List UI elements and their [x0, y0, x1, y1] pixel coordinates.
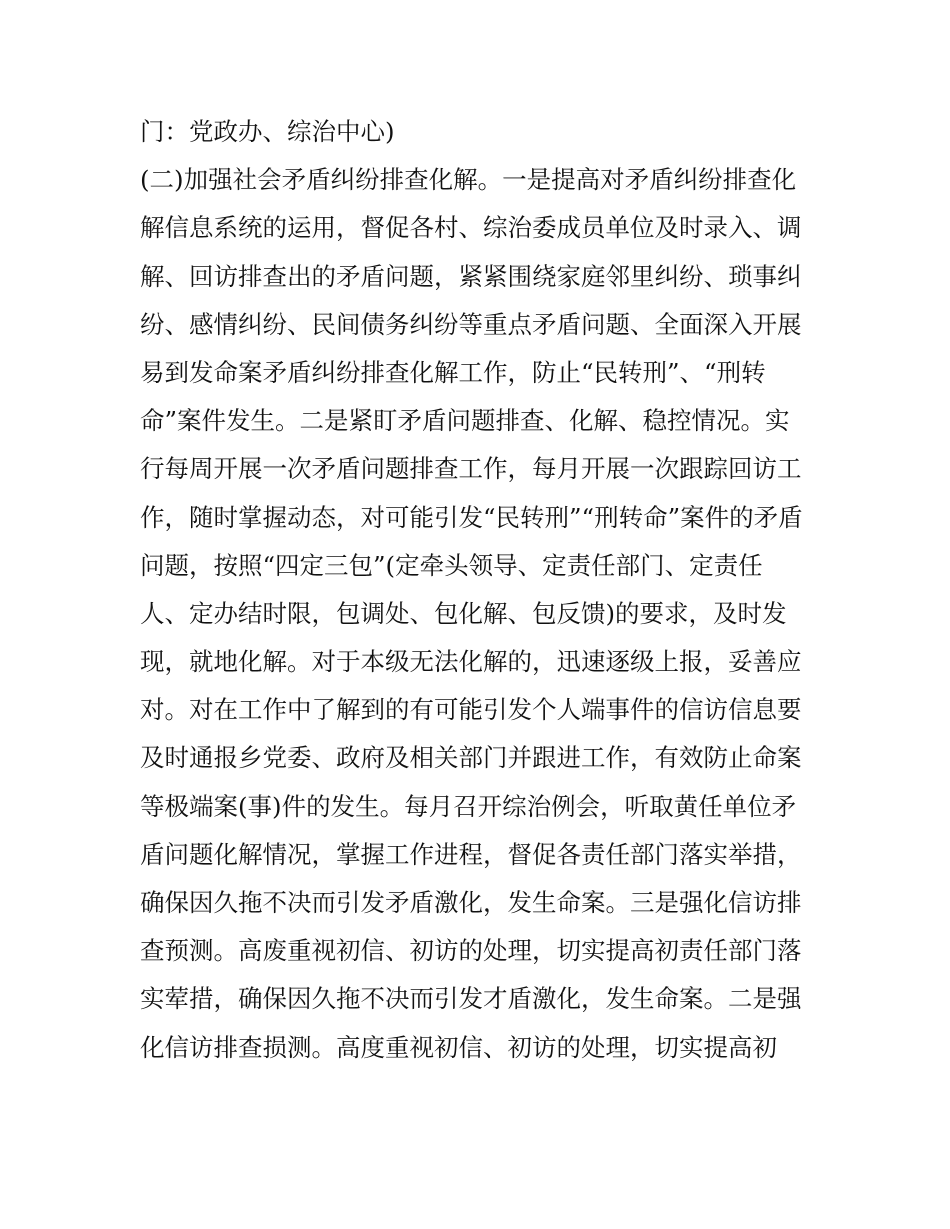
text-line: 解、回访排查出的矛盾问题，紧紧围绕家庭邻里纠纷、琐事纠 [140, 261, 802, 291]
text-line: 查预测。高废重视初信、初访的处理，切实提高初责任部门落 [140, 936, 802, 966]
text-line: 人、定办结时限，包调处、包化解、包反馈)的要求，及时发 [140, 598, 787, 628]
text-line: 及时通报乡党委、政府及相关部门并跟进工作，有效防止命案 [140, 743, 802, 773]
text-line: 对。对在工作中了解到的有可能引发个人端事件的信访信息要 [140, 695, 802, 725]
body-text [140, 108, 820, 1072]
text-line: 现，就地化解。对于本级无法化解的，迅速逐级上报，妥善应 [140, 647, 802, 677]
text-line: 问题，按照“四定三包”(定牵头领导、定责任部门、定责任 [140, 550, 763, 580]
text-line: 解信息系统的运用，督促各村、综治委成员单位及时录入、调 [140, 213, 802, 243]
text-line: 确保因久拖不决而引发矛盾激化，发生命案。三是强化信访排 [140, 888, 802, 917]
text-line: 等极端案(事)件的发生。每月召开综治例会，听取黄任单位矛 [140, 791, 797, 821]
text-line: 行每周开展一次矛盾问题排查工作，每月开展一次跟踪回访工 [140, 454, 802, 484]
text-line: 化信访排查损测。高度重视初信、初访的处理，切实提高初 [140, 1032, 777, 1062]
text-line: 易到发命案矛盾纠纷排查化解工作，防止“民转刑”、“刑转 [140, 357, 766, 387]
text-line: 命”案件发生。二是紧盯矛盾问题排查、化解、稳控情况。实 [140, 406, 790, 436]
text-line: (二)加强社会矛盾纠纷排查化解。一是提高对矛盾纠纷排查化 [140, 165, 797, 195]
text-line: 门：党政办、综治中心) [140, 117, 395, 146]
text-line: 作，随时掌握动态，对可能引发“民转刑”“刑转命”案件的矛盾 [140, 502, 803, 532]
text-line: 盾问题化解情况，掌握工作进程，督促各责任部门落实举措， [140, 839, 802, 869]
text-line: 纷、感情纠纷、民间债务纠纷等重点矛盾问题、全面深入开展 [140, 309, 802, 339]
text-line: 实荤措，确保因久拖不决而引发才盾激化，发生命案。二是强 [140, 984, 802, 1014]
